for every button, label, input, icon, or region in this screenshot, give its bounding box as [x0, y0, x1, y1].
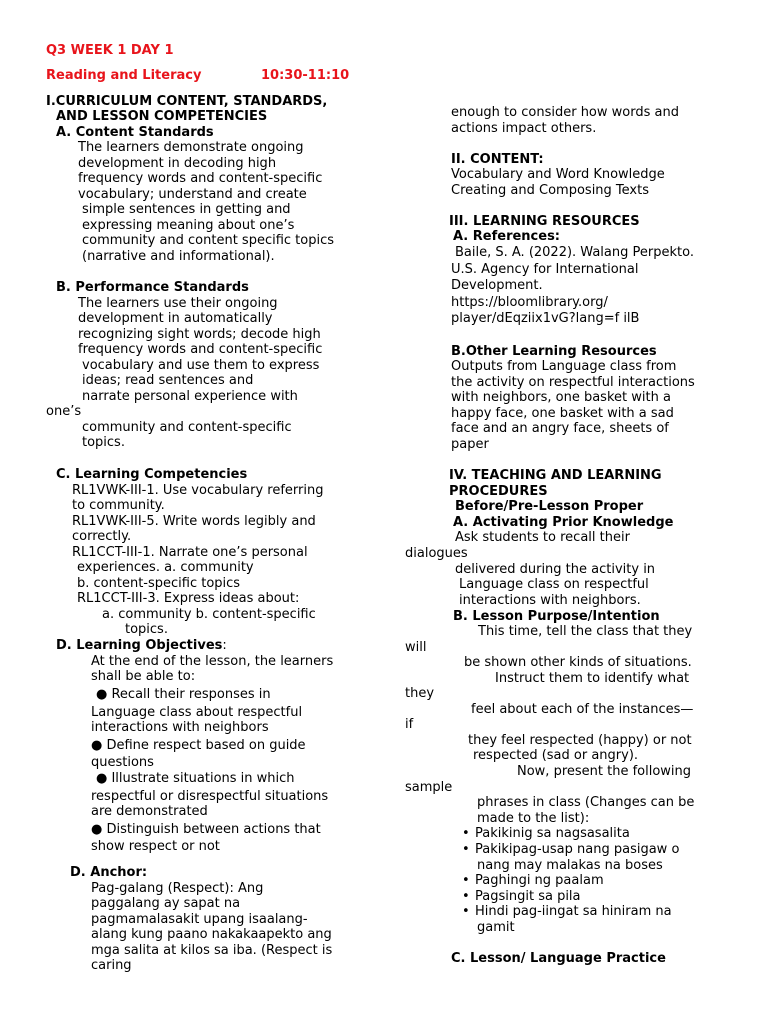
purpose-line: feel about each of the instances— — [471, 702, 694, 717]
objective-item: Language class about respectful — [91, 705, 303, 720]
performance-standards-line: vocabulary and use them to express — [82, 358, 320, 373]
purpose-line: they feel respected (happy) or not — [468, 733, 692, 748]
purpose-heading: B. Lesson Purpose/Intention — [453, 609, 660, 624]
phrase-bullet-icon: • — [462, 826, 470, 841]
purpose-line: respected (sad or angry). — [473, 748, 639, 763]
purpose-line: Instruct them to identify what — [495, 671, 690, 686]
anchor-line: paggalang ay sapat na — [91, 896, 241, 911]
phrase-item: Paghingi ng paalam — [475, 873, 604, 888]
purpose-line: sample — [405, 780, 453, 795]
content-standards-line: frequency words and content-specific — [78, 171, 323, 186]
content-heading: II. CONTENT: — [451, 152, 544, 167]
purpose-line: phrases in class (Changes can be — [477, 795, 695, 810]
reference-line: Baile, S. A. (2022). Walang Perpekto. — [455, 245, 694, 260]
purpose-line: they — [405, 686, 435, 701]
anchor-line: pagmamalasakit upang isaalang- — [91, 912, 308, 927]
performance-standards-line: narrate personal experience with — [82, 389, 298, 404]
competency-line: correctly. — [72, 529, 132, 544]
competency-line: to community. — [72, 498, 165, 513]
performance-standards-line: development in automatically — [78, 311, 273, 326]
purpose-line: Now, present the following — [517, 764, 692, 779]
content-line: Vocabulary and Word Knowledge — [451, 167, 665, 182]
other-resources-line: happy face, one basket with a sad — [451, 406, 674, 421]
other-resources-heading: B.Other Learning Resources — [451, 344, 657, 359]
objective-item: show respect or not — [91, 839, 220, 854]
reference-url[interactable]: https://bloomlibrary.org/ — [451, 295, 608, 310]
phrase-bullet-icon: • — [462, 873, 470, 888]
curriculum-heading-line1: I.CURRICULUM CONTENT, STANDARDS, — [46, 94, 328, 109]
phrase-item: Pagsingit sa pila — [475, 889, 581, 904]
references-heading: A. References: — [453, 229, 561, 244]
performance-standards-line: recognizing sight words; decode high — [78, 327, 321, 342]
phrase-item: Hindi pag-iingat sa hiniram na — [475, 904, 672, 919]
objective-item: ● Recall their responses in — [96, 687, 271, 702]
objective-item: interactions with neighbors — [91, 720, 269, 735]
competency-line: b. content-specific topics — [77, 576, 241, 591]
content-standards-heading: A. Content Standards — [56, 125, 214, 140]
objectives-intro: shall be able to: — [91, 669, 196, 684]
content-line: Creating and Composing Texts — [451, 183, 649, 198]
activating-line: interactions with neighbors. — [459, 593, 641, 608]
curriculum-heading-line2: AND LESSON COMPETENCIES — [56, 109, 268, 124]
performance-standards-line: community and content-specific — [82, 420, 292, 435]
activating-line: Ask students to recall their — [455, 530, 630, 545]
procedures-heading-line1: IV. TEACHING AND LEARNING — [449, 468, 662, 483]
objective-item: ● Illustrate situations in which — [96, 771, 295, 786]
learning-resources-heading: III. LEARNING RESOURCES — [449, 214, 640, 229]
activating-line: Language class on respectful — [459, 577, 649, 592]
learning-objectives-heading: D. Learning Objectives — [56, 638, 223, 653]
purpose-line: made to the list): — [477, 811, 590, 826]
purpose-line: This time, tell the class that they — [478, 624, 693, 639]
anchor-line: alang kung paano nakakaapekto ang — [91, 927, 332, 942]
content-standards-line: simple sentences in getting and — [82, 202, 291, 217]
phrase-item: gamit — [477, 920, 515, 935]
performance-standards-line: topics. — [82, 435, 125, 450]
content-standards-line: The learners demonstrate ongoing — [78, 140, 304, 155]
objective-item: questions — [91, 755, 154, 770]
objective-item: ● Define respect based on guide — [91, 738, 306, 753]
objective-item: ● Distinguish between actions that — [91, 822, 321, 837]
phrase-bullet-icon: • — [462, 904, 470, 919]
anchor-line: caring — [91, 958, 132, 973]
performance-standards-heading: B. Performance Standards — [56, 280, 249, 295]
other-resources-line: Outputs from Language class from — [451, 359, 677, 374]
objective-item: respectful or disrespectful situations — [91, 789, 329, 804]
other-resources-line: paper — [451, 437, 489, 452]
content-standards-line: development in decoding high — [78, 156, 277, 171]
learning-competencies-heading: C. Learning Competencies — [56, 467, 248, 482]
other-resources-line: face and an angry face, sheets of — [451, 421, 669, 436]
reference-line: Development. — [451, 278, 543, 293]
learning-objectives-heading-row — [56, 638, 227, 654]
week-day-title: Q3 WEEK 1 DAY 1 — [46, 43, 174, 58]
competency-line: a. community b. content-specific — [102, 607, 316, 622]
anchor-line: Pag-galang (Respect): Ang — [91, 881, 264, 896]
activating-heading: A. Activating Prior Knowledge — [453, 515, 674, 530]
anchor-continued: enough to consider how words and — [451, 105, 679, 120]
anchor-heading: D. Anchor: — [70, 865, 148, 880]
language-practice-heading: C. Lesson/ Language Practice — [451, 951, 666, 966]
performance-standards-line: one’s — [46, 404, 82, 419]
phrase-item: Pakikinig sa nagsasalita — [475, 826, 630, 841]
reference-line: U.S. Agency for International — [451, 262, 639, 277]
anchor-line: mga salita at kilos sa iba. (Respect is — [91, 943, 333, 958]
activating-line: delivered during the activity in — [455, 562, 656, 577]
content-standards-line: (narrative and informational). — [82, 249, 275, 264]
performance-standards-line: frequency words and content-specific — [78, 342, 323, 357]
learning-objectives-colon: : — [222, 638, 227, 653]
competency-line: experiences. a. community — [77, 560, 254, 575]
other-resources-line: the activity on respectful interactions — [451, 375, 695, 390]
activating-line: dialogues — [405, 546, 468, 561]
procedures-heading-line2: PROCEDURES — [449, 484, 548, 499]
phrase-bullet-icon: • — [462, 889, 470, 904]
subject-title: Reading and Literacy — [46, 68, 202, 83]
purpose-line: if — [405, 717, 414, 732]
anchor-continued: actions impact others. — [451, 121, 597, 136]
objective-item: are demonstrated — [91, 804, 208, 819]
content-standards-line: community and content specific topics — [82, 233, 335, 248]
content-standards-line: expressing meaning about one’s — [82, 218, 295, 233]
competency-line: RL1CCT-III-3. Express ideas about: — [77, 591, 300, 606]
purpose-line: will — [405, 640, 427, 655]
time-slot: 10:30-11:10 — [261, 68, 350, 83]
phrase-item: nang may malakas na boses — [477, 858, 663, 873]
competency-line: RL1VWK-III-5. Write words legibly and — [72, 514, 316, 529]
phrase-item: Pakikipag-usap nang pasigaw o — [475, 842, 680, 857]
content-standards-line: vocabulary; understand and create — [78, 187, 307, 202]
purpose-line: be shown other kinds of situations. — [464, 655, 692, 670]
objectives-intro: At the end of the lesson, the learners — [91, 654, 334, 669]
reference-url[interactable]: player/dEqziix1vG?lang=f ilB — [451, 311, 640, 326]
performance-standards-line: ideas; read sentences and — [82, 373, 254, 388]
performance-standards-line: The learners use their ongoing — [78, 296, 278, 311]
competency-line: RL1CCT-III-1. Narrate one’s personal — [72, 545, 308, 560]
competency-line: topics. — [125, 622, 168, 637]
pre-lesson-heading: Before/Pre-Lesson Proper — [455, 499, 644, 514]
phrase-bullet-icon: • — [462, 842, 470, 857]
competency-line: RL1VWK-III-1. Use vocabulary referring — [72, 483, 324, 498]
other-resources-line: with neighbors, one basket with a — [451, 390, 671, 405]
